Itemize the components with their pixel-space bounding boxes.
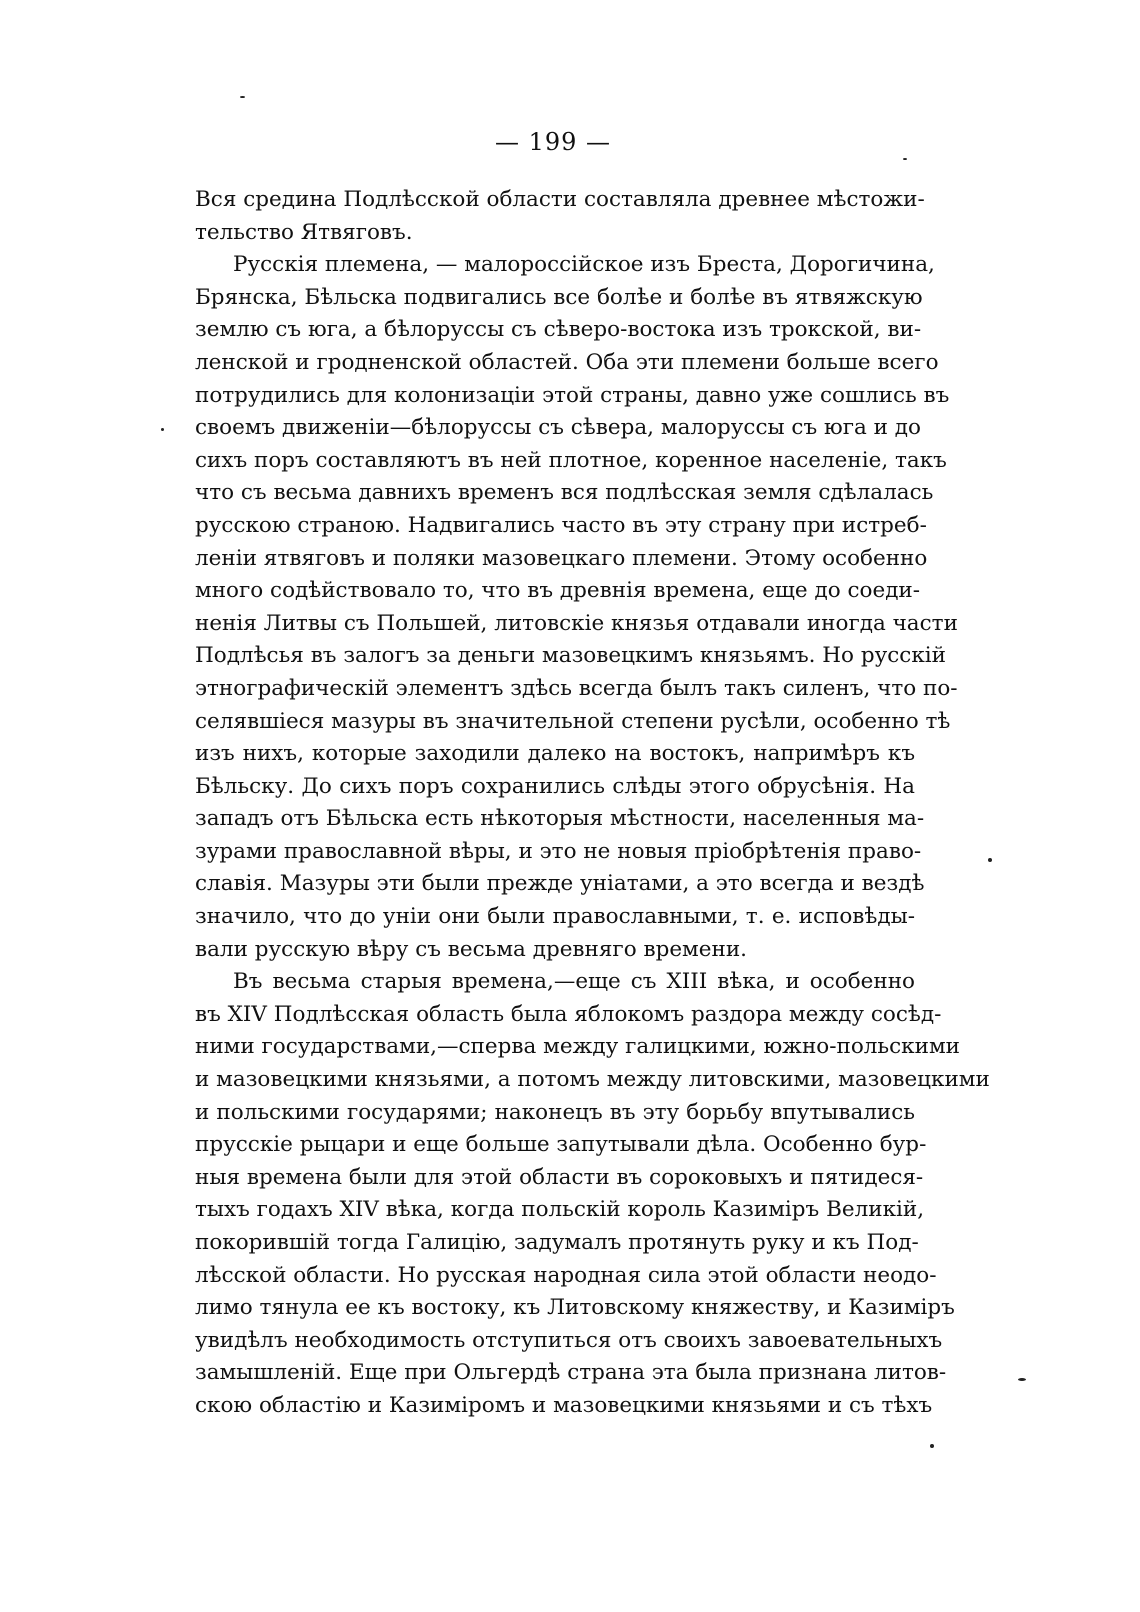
text-line: землю съ юга, а бѣлоруссы съ сѣверо-востока изъ трокской, ви- (195, 317, 922, 343)
text-line: и мазовецкими князьями, а потомъ между литовскими, мазовецкими (195, 1067, 990, 1093)
text-line: тыхъ годахъ XIV вѣка, когда польскій король Казиміръ Великій, (195, 1197, 925, 1223)
text-line: селявшіеся мазуры въ значительной степени русѣли, особенно тѣ (195, 708, 951, 734)
text-line: леніи ятвяговъ и поляки мазовецкаго племени. Этому особенно (195, 545, 928, 571)
page-number: — 199 — (494, 128, 612, 156)
text-line: ленской и гродненской областей. Оба эти племени больше всего (195, 349, 939, 375)
text-line: этнографическій элементъ здѣсь всегда былъ такъ силенъ, что по- (195, 675, 958, 701)
scan-speck (161, 428, 164, 431)
scan-speck (988, 858, 992, 862)
text-line: Бѣльску. До сихъ поръ сохранились слѣды этого обрусѣнія. На (195, 773, 915, 799)
text-line: значило, что до уніи они были православными, т. е. исповѣды- (195, 904, 915, 930)
text-line: изъ нихъ, которые заходили далеко на востокъ, напримѣръ къ (195, 741, 915, 767)
text-line: лѣсской области. Но русская народная сила этой области неодо- (195, 1262, 937, 1288)
text-line: ненія Литвы съ Польшей, литовскіе князья отдавали иногда части (195, 610, 958, 636)
text-line: ними государствами,—сперва между галицкими, южно-польскими (195, 1034, 960, 1060)
text-line: замышленій. Еще при Ольгердѣ страна эта была признана литов- (195, 1360, 947, 1386)
text-line: русскою страною. Надвигались часто въ эту страну при истреб- (195, 512, 927, 538)
text-line: своемъ движеніи—бѣлоруссы съ сѣвера, малоруссы съ юга и до (195, 415, 921, 441)
text-line: Въ весьма старыя времена,—еще съ XIII вѣка, и особенно (233, 969, 915, 995)
scan-speck (240, 96, 245, 98)
text-line: и польскими государями; наконецъ въ эту борьбу впутывались (195, 1099, 915, 1125)
scan-speck (1018, 1378, 1026, 1381)
text-line: лимо тянула ее къ востоку, къ Литовскому княжеству, и Казиміръ (195, 1295, 955, 1321)
text-line: западъ отъ Бѣльска есть нѣкоторыя мѣстности, населенныя ма- (195, 806, 925, 832)
text-line: ныя времена были для этой области въ сороковыхъ и пятидеся- (195, 1164, 924, 1190)
text-line: тельство Ятвяговъ. (195, 219, 413, 245)
text-line: зурами православной вѣры, и это не новыя пріобрѣтенія право- (195, 838, 922, 864)
text-line: что съ весьма давнихъ временъ вся подлѣсская земля сдѣлалась (195, 480, 934, 506)
text-line: Вся средина Подлѣсской области составляла древнее мѣстожи- (195, 187, 925, 212)
text-line: много содѣйствовало то, что въ древнія времена, еще до соеди- (195, 578, 921, 604)
body-text (195, 184, 990, 1423)
text-line: скою областію и Казиміромъ и мазовецкими князьями и съ тѣхъ (195, 1392, 933, 1418)
text-line: потрудились для колонизаціи этой страны, давно уже сошлись въ (195, 382, 950, 408)
scan-speck (903, 158, 907, 160)
text-line: покорившій тогда Галицію, задумалъ протянуть руку и къ Под- (195, 1230, 919, 1255)
text-line: Подлѣсья въ залогъ за деньги мазовецкимъ князьямъ. Но русскій (195, 643, 946, 669)
text-line: Брянска, Бѣльска подвигались все болѣе и болѣе въ ятвяжскую (195, 284, 923, 310)
scan-speck (930, 1444, 934, 1448)
text-line: прусскіе рыцари и еще больше запутывали дѣла. Особенно бур- (195, 1132, 927, 1158)
text-line: славія. Мазуры эти были прежде уніатами, а это всегда и вездѣ (195, 871, 925, 897)
text-line: вали русскую вѣру съ весьма древняго времени. (195, 936, 747, 962)
text-line: сихъ поръ составляютъ въ ней плотное, коренное населеніе, такъ (195, 447, 947, 473)
text-line: увидѣлъ необходимость отступиться отъ своихъ завоевательныхъ (195, 1327, 943, 1353)
text-line: Русскія племена, — малороссійское изъ Бреста, Дорогичина, (233, 252, 935, 278)
text-line: въ XIV Подлѣсская область была яблокомъ раздора между сосѣд- (195, 1001, 942, 1027)
